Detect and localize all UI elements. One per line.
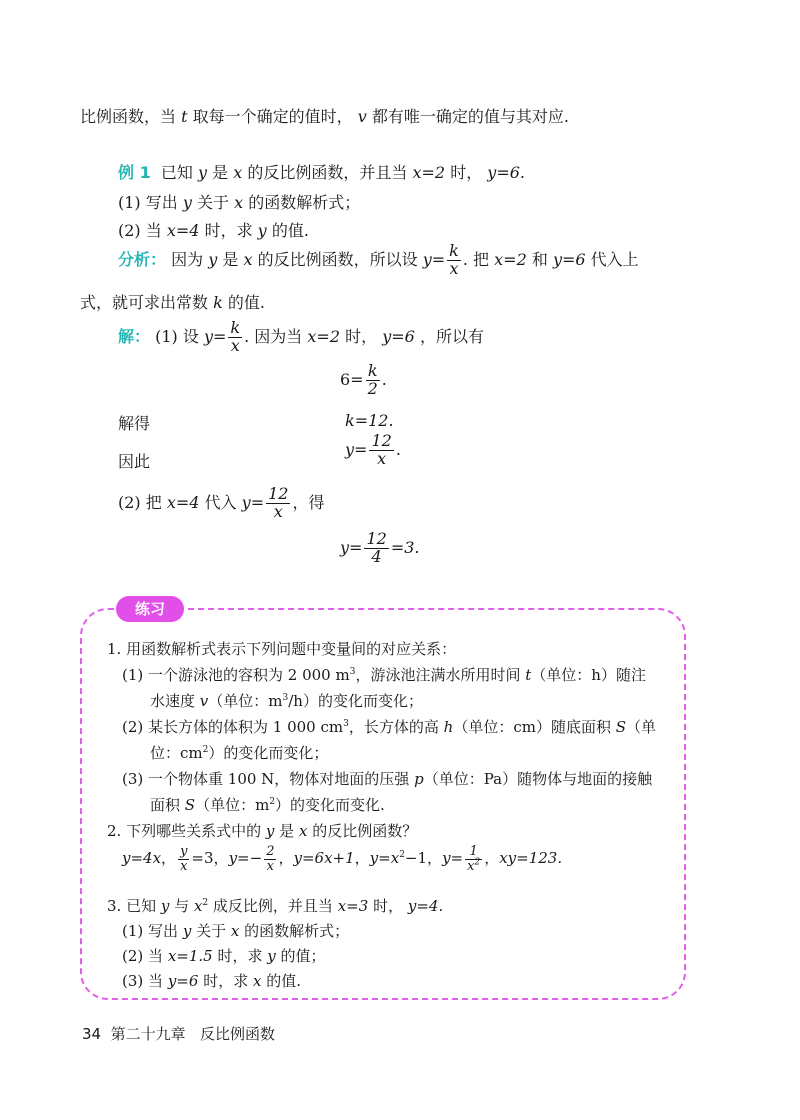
denominator: x [449,258,459,278]
text: （单位：Pa）随物体与地面的接触 [423,770,653,788]
lhs: 6= [340,369,364,389]
text: （单位：cm）随底面积 [453,718,611,736]
analysis-line-2 [80,290,265,313]
practice-q3-stem [107,895,443,916]
text: (3) 当 [122,972,164,990]
tail: . [395,439,401,459]
numerator: 2 [266,844,275,859]
var-y: y [265,822,275,840]
text: （单位：m [195,796,270,814]
expr: −1 [404,849,428,868]
numerator: 12 [366,529,387,548]
text: (2) 某长方体的体积为 1 000 cm [122,718,344,736]
condition: y=6 [382,326,415,346]
text: 2. 下列哪些关系式中的 [107,822,262,840]
text: (2) 当 [122,947,164,965]
text: 代入上 [590,249,639,269]
equation-final [340,531,419,566]
fraction [369,433,393,468]
text: 的反比例函数，并且当 [247,163,408,182]
denominator: 2 [367,378,378,398]
expr: =3 [191,849,214,868]
var-p: p [414,770,424,788]
text: 是 [279,822,295,840]
practice-tag: 练习 [116,596,184,622]
analysis-label: 分析： [118,249,167,269]
solution-line-1 [118,320,484,355]
text: (1) 写出 [118,193,178,212]
superscript: 2 [474,857,481,868]
equation: y= [422,249,446,269]
text: 的值. [271,221,309,240]
separator: ， [161,849,177,868]
fraction [264,845,276,873]
practice-q1-c-line1 [122,768,652,789]
page-number: 34 [82,1025,102,1043]
text: 关于 [197,193,230,212]
practice-q1-a-line1 [122,664,646,685]
example-question-2 [118,218,309,241]
lhs: y= [345,439,368,459]
analysis-line-1 [118,243,639,278]
text: ，长方体的高 [348,718,439,736]
intro-text: 比例函数，当 [80,107,177,126]
text: (1) 一个游泳池的容积为 2 000 m [122,666,350,684]
var-y: y [182,922,192,940]
text: 的值. [266,972,302,990]
var-x: x [298,822,308,840]
text: 时，求 [204,221,253,240]
condition: y=6 [167,972,199,990]
condition: x=1.5 [167,947,213,965]
numerator: k [230,318,241,337]
text: (3) 一个物体重 100 N，物体对地面的压强 [122,770,410,788]
example-statement [118,160,525,183]
text: /h）的变化而变化； [288,692,423,710]
var-x: x [252,972,262,990]
expr: y=− [228,849,263,868]
condition: x=4 [166,492,200,512]
text: ，游泳池注满水所用时间 [355,666,521,684]
chapter-title: 反比例函数 [199,1025,275,1043]
text: (1) 设 [155,326,199,346]
page-footer [82,1023,275,1044]
intro-text: 都有唯一确定的值与其对应. [371,107,569,126]
var-y: y [198,163,208,182]
denominator: x [273,501,283,521]
separator: ， [427,849,443,868]
var-x: x [233,163,243,182]
var-x: x [234,193,244,212]
tail: =3. [390,537,420,557]
text: 面积 [150,796,181,814]
lhs: y= [340,537,363,557]
text: 时，求 [203,972,249,990]
example-question-1 [118,190,360,213]
text: 水速度 [150,692,196,710]
expr: y= [442,849,464,868]
practice-q3-sub3 [122,970,301,991]
text: 的反比例函数？ [312,822,418,840]
text: 位：cm [150,744,203,762]
text: 3. 已知 [107,897,157,915]
solution-label: 解： [118,326,151,346]
denominator: x [180,858,188,874]
text: 时，求 [217,947,263,965]
expr: y=6x+1 [293,849,355,868]
practice-q1-a-line2 [150,690,423,711]
fraction [447,243,461,278]
text: 和 [531,249,548,269]
text: 代入 [204,492,237,512]
var-y: y [257,221,267,240]
text: ，所以有 [419,326,484,346]
expr: y=4x [122,849,162,868]
numerator: y [180,844,188,859]
condition: x=3 [337,897,369,915]
numerator: 12 [371,431,392,450]
var-t: t [525,666,532,684]
text: 已知 [160,163,193,182]
denominator: x [377,448,387,468]
text: 因为 [171,249,204,269]
separator: ， [213,849,229,868]
expr: y=x [369,849,400,868]
denominator-base: x [467,858,475,874]
var-y: y [267,947,276,965]
tail: . [381,369,387,389]
var-S: S [615,718,627,736]
text: 是 [212,163,229,182]
superscript: 3 [349,667,356,677]
var-y: y [160,897,170,915]
text: . 因为当 [244,326,303,346]
denominator [465,857,482,874]
fraction [366,363,380,398]
var-x: x [230,922,240,940]
fraction [465,845,482,873]
condition: y=6. [487,163,526,182]
numerator: 12 [268,484,289,503]
fraction [266,486,290,521]
var-x: x [243,249,253,269]
text: ）的变化而变化. [275,796,385,814]
practice-q3-sub2 [122,945,326,966]
text: (2) 把 [118,492,162,512]
superscript: 2 [269,797,276,807]
var-h: h [443,718,454,736]
var-t: t [181,107,188,126]
denominator: x [230,335,240,355]
separator: ， [278,849,294,868]
text: （单 [626,718,657,736]
condition: x=4 [166,221,200,240]
practice-q1-b-line1 [122,716,656,737]
superscript: 2 [202,745,209,755]
practice-q2-expressions [122,845,562,873]
intro-line [80,104,569,127]
condition: x=2 [307,326,341,346]
text: 时， [373,897,404,915]
chapter-label: 第二十九章 [110,1025,186,1043]
condition: y=4. [407,897,444,915]
numerator: k [366,363,380,381]
separator: ， [354,849,370,868]
separator: ， [484,849,500,868]
text: 时， [450,163,483,182]
var-y: y [182,193,192,212]
text: (1) 写出 [122,922,179,940]
equation: y= [241,492,265,512]
text: 与 [174,897,190,915]
condition: x=2 [412,163,446,182]
numerator: k [449,241,459,260]
equation-6-eq-k-over-2 [340,363,387,398]
text: （单位：m [208,692,283,710]
text: ，得 [292,492,325,512]
equation: y= [203,326,227,346]
var-x: x [193,897,203,915]
text: 关于 [196,922,227,940]
fraction [228,320,242,355]
practice-q3-sub1 [122,920,349,941]
example-label: 例 1 [118,163,151,182]
fraction [364,531,388,566]
superscript: 3 [343,719,349,729]
text: 的值. [227,293,265,312]
var-v: v [357,107,367,126]
text: 的函数解析式； [248,193,361,212]
text: 是 [222,249,239,269]
superscript: 2 [202,898,209,908]
solution-part-2 [118,486,325,521]
text: （单位：h）随注 [531,666,646,684]
text: 成反比例，并且当 [212,897,333,915]
denominator: 4 [371,546,382,566]
var-v: v [199,692,209,710]
var-S: S [184,796,196,814]
expr: xy=123. [499,849,563,868]
text: 时， [345,326,378,346]
denominator: x [266,858,274,874]
practice-q1-b-line2 [150,742,328,763]
superscript: 2 [399,850,405,861]
practice-q1-stem: 1. 用函数解析式表示下列问题中变量间的对应关系： [107,640,457,658]
text: ）的变化而变化； [208,744,329,762]
solve-equation: k=12. [345,411,394,430]
practice-q1-c-line2 [150,794,385,815]
therefore-label: 因此 [118,452,151,471]
var-k: k [213,293,223,312]
solve-label: 解得 [118,414,151,433]
var-y: y [208,249,218,269]
text: . 把 [462,249,490,269]
practice-q2-stem [107,820,417,841]
fraction [178,845,189,873]
condition: x=2 [494,249,527,269]
superscript: 3 [282,693,289,703]
numerator: 1 [465,845,482,860]
result-equation [345,433,401,468]
condition: y=6 [552,249,586,269]
text: 的值； [280,947,326,965]
text: 的反比例函数，所以设 [257,249,418,269]
text: 的函数解析式； [244,922,350,940]
text: (2) 当 [118,221,162,240]
text: 式，就可求出常数 [80,293,209,312]
intro-text: 取每一个确定的值时， [192,107,353,126]
